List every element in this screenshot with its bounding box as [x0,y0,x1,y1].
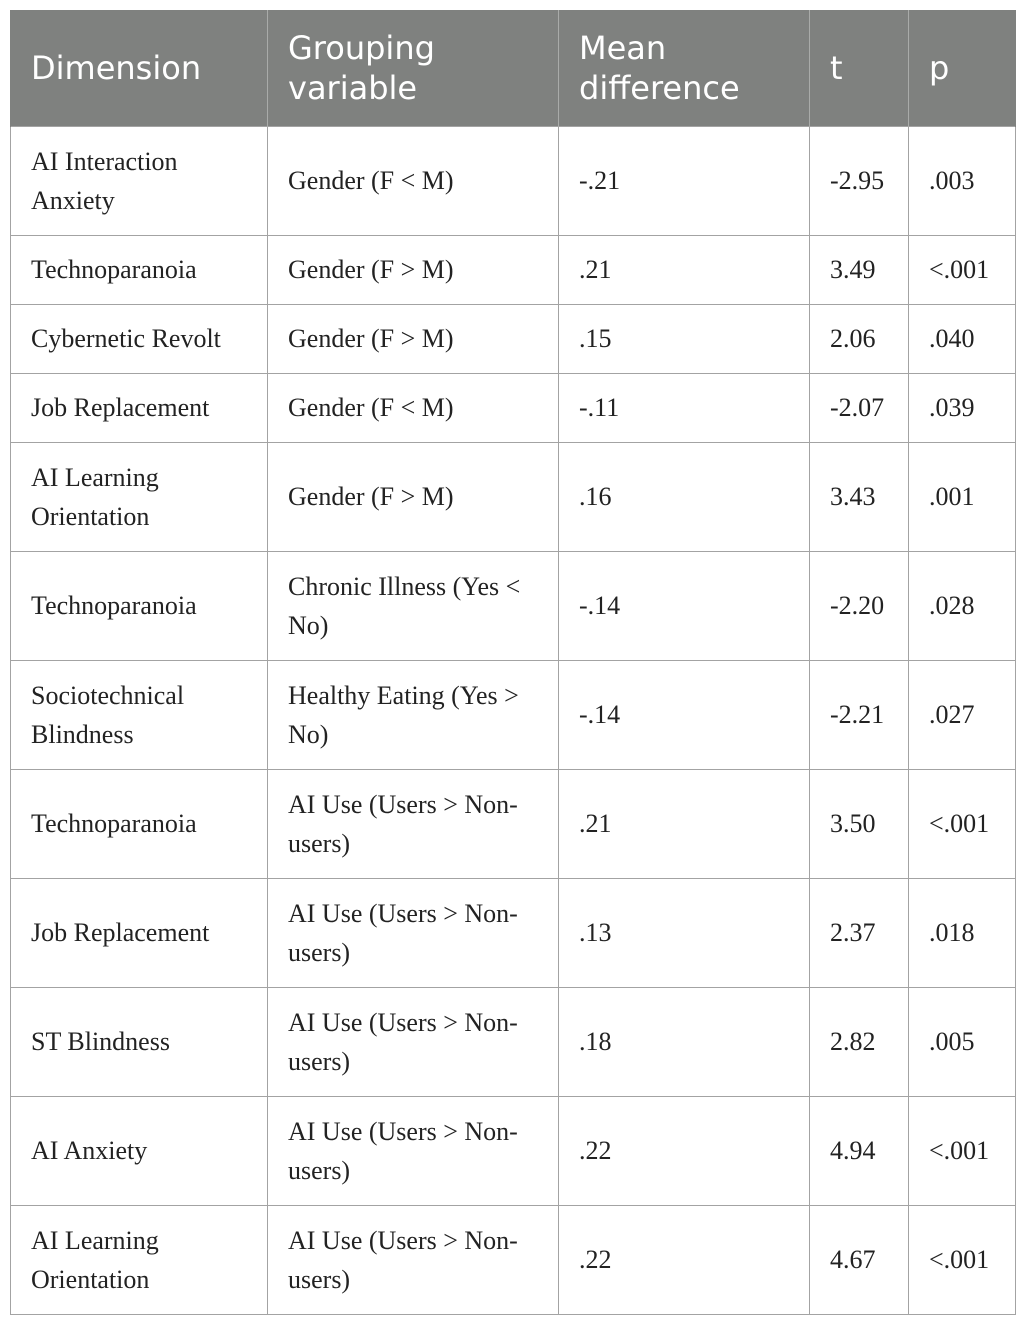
table-row [11,551,1016,660]
cell-p: .039 [909,373,1016,442]
header-row [11,10,1016,126]
cell-t: -2.07 [810,373,909,442]
cell-p: <.001 [909,1096,1016,1205]
cell-grouping: Gender (F > M) [268,304,559,373]
cell-grouping: AI Use (Users > Non-users) [268,769,559,878]
cell-dimension: Job Replacement [11,878,268,987]
table-row [11,660,1016,769]
cell-mean-difference: .16 [559,442,810,551]
cell-dimension: Sociotechnical Blindness [11,660,268,769]
cell-grouping: Healthy Eating (Yes > No) [268,660,559,769]
cell-grouping: AI Use (Users > Non-users) [268,987,559,1096]
cell-p: <.001 [909,1205,1016,1314]
cell-t: 3.49 [810,235,909,304]
cell-dimension: Technoparanoia [11,769,268,878]
table-row [11,442,1016,551]
cell-p: .028 [909,551,1016,660]
cell-dimension: AI Anxiety [11,1096,268,1205]
table-row [11,1205,1016,1314]
cell-t: 4.67 [810,1205,909,1314]
cell-grouping: Gender (F > M) [268,442,559,551]
cell-p: .040 [909,304,1016,373]
cell-mean-difference: .13 [559,878,810,987]
cell-grouping: Gender (F > M) [268,235,559,304]
cell-grouping: AI Use (Users > Non-users) [268,878,559,987]
results-table [10,10,1016,1315]
cell-grouping: Gender (F < M) [268,373,559,442]
cell-mean-difference: .21 [559,235,810,304]
cell-p: .003 [909,126,1016,235]
cell-p: .027 [909,660,1016,769]
table-row [11,878,1016,987]
cell-mean-difference: -.11 [559,373,810,442]
cell-p: <.001 [909,235,1016,304]
cell-dimension: Job Replacement [11,373,268,442]
table-row [11,126,1016,235]
cell-dimension: Technoparanoia [11,235,268,304]
cell-p: .001 [909,442,1016,551]
header-grouping-variable: Grouping variable [268,10,559,126]
table-row [11,304,1016,373]
table-row [11,373,1016,442]
cell-dimension: ST Blindness [11,987,268,1096]
cell-t: 2.37 [810,878,909,987]
cell-mean-difference: .18 [559,987,810,1096]
header-t: t [810,10,909,126]
table-body [11,126,1016,1314]
cell-t: 2.82 [810,987,909,1096]
table-row [11,1096,1016,1205]
cell-t: 4.94 [810,1096,909,1205]
cell-t: -2.20 [810,551,909,660]
cell-grouping: AI Use (Users > Non-users) [268,1205,559,1314]
cell-grouping: Chronic Illness (Yes < No) [268,551,559,660]
cell-dimension: AI Learning Orientation [11,1205,268,1314]
cell-grouping: AI Use (Users > Non-users) [268,1096,559,1205]
cell-dimension: Technoparanoia [11,551,268,660]
cell-grouping: Gender (F < M) [268,126,559,235]
header-p: p [909,10,1016,126]
header-mean-difference: Mean difference [559,10,810,126]
cell-p: .005 [909,987,1016,1096]
table-row [11,987,1016,1096]
cell-t: 3.43 [810,442,909,551]
cell-mean-difference: .21 [559,769,810,878]
cell-dimension: AI Interaction Anxiety [11,126,268,235]
cell-dimension: Cybernetic Revolt [11,304,268,373]
cell-t: -2.95 [810,126,909,235]
cell-t: -2.21 [810,660,909,769]
cell-mean-difference: -.21 [559,126,810,235]
cell-mean-difference: -.14 [559,551,810,660]
cell-p: <.001 [909,769,1016,878]
cell-mean-difference: -.14 [559,660,810,769]
cell-t: 2.06 [810,304,909,373]
table-row [11,769,1016,878]
cell-mean-difference: .22 [559,1096,810,1205]
header-dimension: Dimension [11,10,268,126]
table-header [11,10,1016,126]
cell-p: .018 [909,878,1016,987]
cell-dimension: AI Learning Orientation [11,442,268,551]
cell-mean-difference: .22 [559,1205,810,1314]
cell-t: 3.50 [810,769,909,878]
cell-mean-difference: .15 [559,304,810,373]
table-row [11,235,1016,304]
